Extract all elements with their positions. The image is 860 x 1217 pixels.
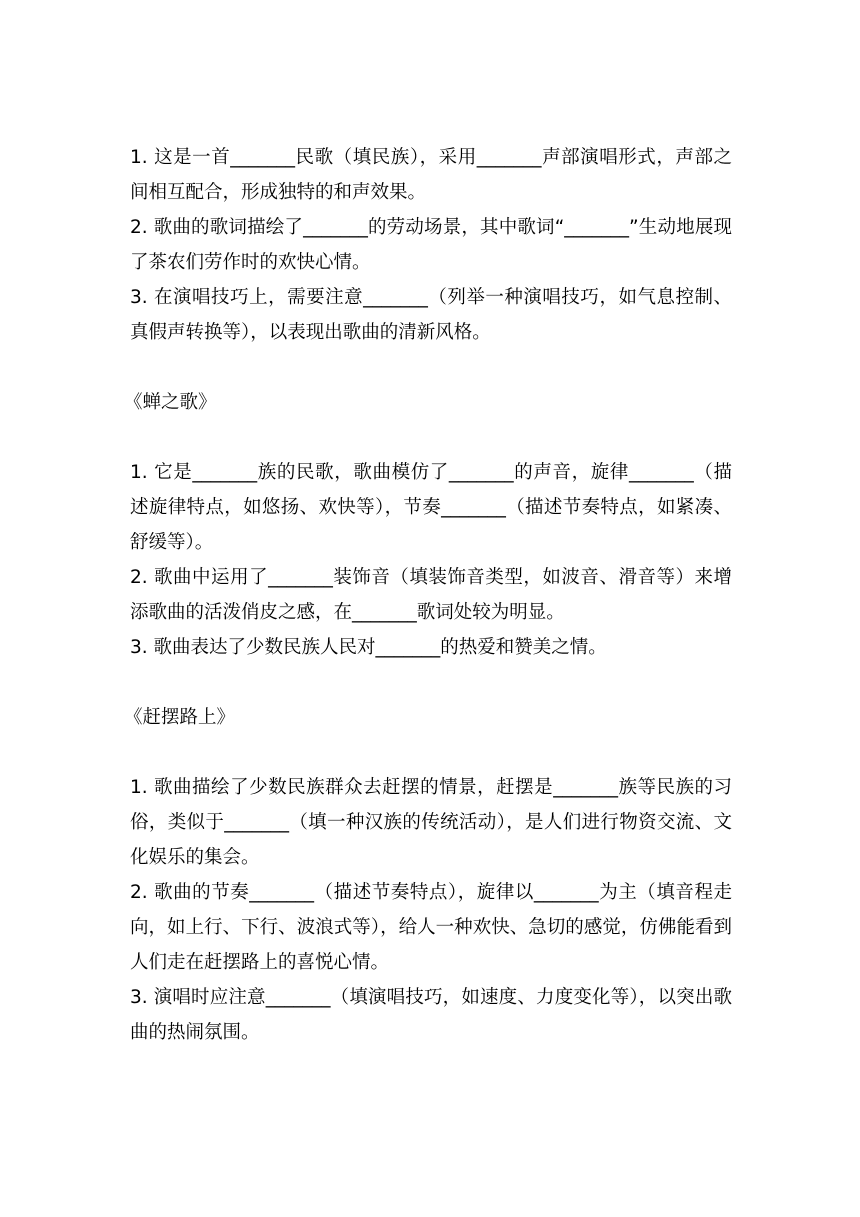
question-item: 2. 歌曲的节奏_______（描述节奏特点），旋律以_______为主（填音程走向，如上行、下行、波浪式等），给人一种欢快、急切的感觉，仿佛能看到人们走在赶摆路上的喜悦心情。 — [130, 882, 732, 973]
section-spacer — [130, 735, 732, 770]
section-title: 《蝉之歌》 — [124, 392, 217, 413]
section-spacer — [130, 665, 732, 700]
question-item: 3. 在演唱技巧上，需要注意_______（列举一种演唱技巧，如气息控制、真假声转换等），以表现出歌曲的清新风格。 — [130, 287, 732, 343]
question-item: 1. 歌曲描绘了少数民族群众去赶摆的情景，赶摆是_______族等民族的习俗，类似于_______（填一种汉族的传统活动），是人们进行物资交流、文化娱乐的集会。 — [130, 777, 732, 868]
question-item: 3. 歌曲表达了少数民族人民对_______的热爱和赞美之情。 — [130, 637, 607, 658]
section-title: 《赶摆路上》 — [124, 707, 236, 728]
question-item: 1. 这是一首_______民歌（填民族），采用_______声部演唱形式，声部之间相互配合，形成独特的和声效果。 — [130, 147, 732, 203]
question-item: 3. 演唱时应注意_______（填演唱技巧，如速度、力度变化等），以突出歌曲的热闹氛围。 — [130, 987, 732, 1043]
document-page — [124, 140, 732, 1050]
section-spacer — [130, 350, 732, 385]
question-item: 2. 歌曲中运用了_______装饰音（填装饰音类型，如波音、滑音等）来增添歌曲的活泼俏皮之感，在_______歌词处较为明显。 — [130, 567, 732, 623]
question-item: 1. 它是_______族的民歌，歌曲模仿了_______的声音，旋律_______（描述旋律特点，如悠扬、欢快等），节奏_______（描述节奏特点，如紧凑、舒缓等）。 — [130, 462, 732, 553]
question-item: 2. 歌曲的歌词描绘了_______的劳动场景，其中歌词“_______”生动地展现了茶农们劳作时的欢快心情。 — [130, 217, 732, 273]
section-spacer — [130, 420, 732, 455]
